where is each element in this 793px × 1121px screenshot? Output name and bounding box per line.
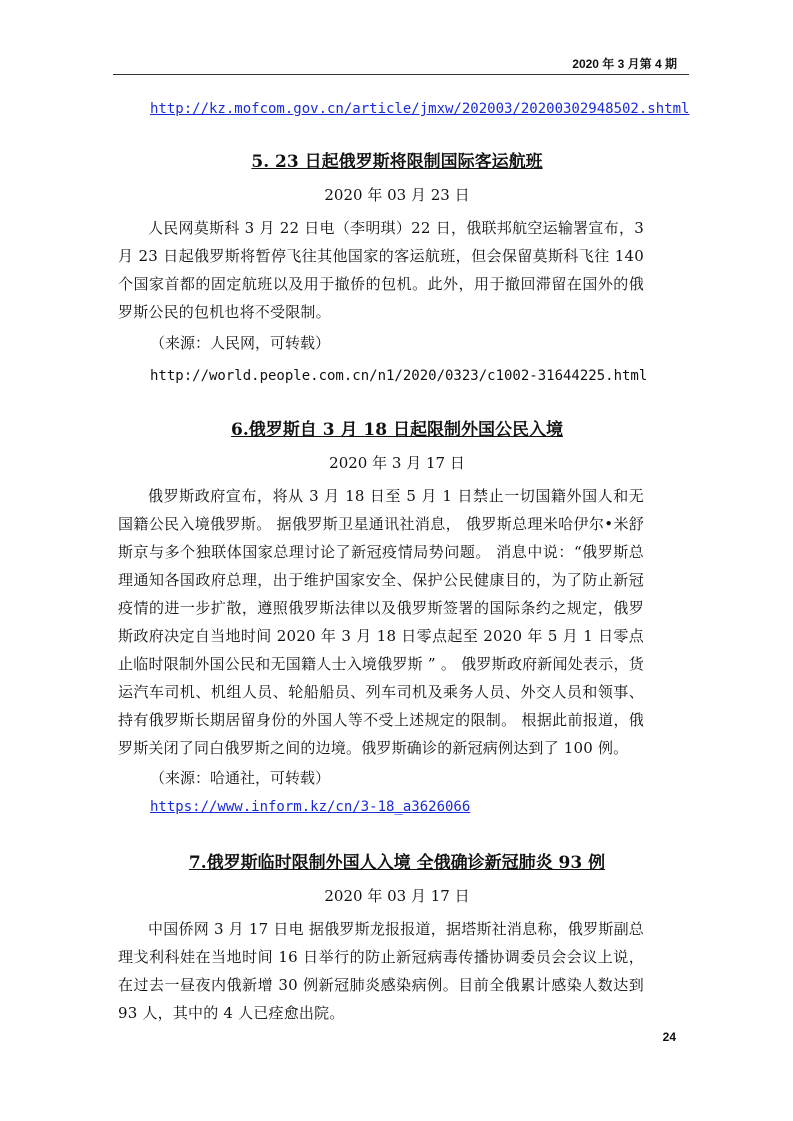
header-divider — [113, 74, 689, 75]
section-title: 7.俄罗斯临时限制外国人入境 全俄确诊新冠肺炎 93 例 — [188, 853, 606, 873]
section-6 — [150, 415, 644, 440]
section-title: 5. 23 日起俄罗斯将限制国际客运航班 — [251, 152, 543, 172]
section-5-date-row — [150, 184, 644, 205]
section-6-date-row — [150, 452, 644, 473]
section-paragraph: 俄罗斯政府宣布，将从 3 月 18 日至 5 月 1 日禁止一切国籍外国人和无国籍公民入境俄罗斯。 据俄罗斯卫星通讯社消息， 俄罗斯总理米哈伊尔•米舒斯京与多个独联体国家总理讨论了新冠疫情局势问题。 消息中说：“俄罗斯总理通知各国政府总理，出于维护国家安全、保护公民健康目的，为了防止新冠疫情的进一步扩散，遵照俄罗斯法律以及俄罗斯签署的国际条约之规定，俄罗斯政府决定自当地时间 2020 年 3 月 18 日零点起至 2020 年 5 月 1 日零点止临时限制外国公民和无国籍人士入境俄罗斯 ” 。 俄罗斯政府新闻处表示，货运汽车司机、机组人员、轮船船员、列车司机及乘务人员、外交人员和领事、持有俄罗斯长期居留身份的外国人等不受上述规定的限制。 根据此前报道，俄罗斯关闭了同白俄罗斯之间的边境。俄罗斯确诊的新冠病例达到了 100 例。 — [118, 487, 644, 757]
section-6-body — [118, 482, 644, 762]
section-date: 2020 年 03 月 17 日 — [324, 887, 470, 905]
source-note: （来源：人民网，可转载） — [150, 334, 331, 352]
section-6-source-row — [150, 767, 330, 788]
top-link-row — [150, 98, 689, 117]
section-7-body — [118, 915, 644, 1027]
section-paragraph: 中国侨网 3 月 17 日电 据俄罗斯龙报报道，据塔斯社消息称，俄罗斯副总理戈利科娃在当地时间 16 日举行的防止新冠病毒传播协调委员会会议上说，在过去一昼夜内俄新增 30 例新冠肺炎感染病例。目前全俄累计感染人数达到 93 人，其中的 4 人已痊愈出院。 — [118, 920, 644, 1022]
section-5-body — [118, 214, 644, 326]
section-title: 6.俄罗斯自 3 月 18 日起限制外国公民入境 — [231, 420, 563, 440]
section-5-url-row — [150, 365, 647, 384]
issue-label: 2020 年 3 月第 4 期 — [572, 57, 677, 71]
section-5-source-row — [150, 332, 330, 353]
section-6-url-row — [150, 796, 470, 815]
source-note: （来源：哈通社，可转载） — [150, 769, 331, 787]
section-paragraph: 人民网莫斯科 3 月 22 日电（李明琪）22 日，俄联邦航空运输署宣布，3 月 23 日起俄罗斯将暂停飞往其他国家的客运航班，但会保留莫斯科飞往 140 个国家首都的固定航班以及用于撤侨的包机。此外，用于撤回滞留在国外的俄罗斯公民的包机也将不受限制。 — [118, 219, 644, 321]
people-url: http://world.people.com.cn/n1/2020/0323/c1002-31644225.html — [150, 368, 648, 384]
section-date: 2020 年 3 月 17 日 — [329, 454, 465, 472]
section-date: 2020 年 03 月 23 日 — [324, 186, 470, 204]
mofcom-link[interactable]: http://kz.mofcom.gov.cn/article/jmxw/202003/20200302948502.shtml — [150, 101, 690, 117]
section-7 — [150, 848, 644, 873]
inform-link[interactable]: https://www.inform.kz/cn/3-18_a3626066 — [150, 799, 471, 815]
section-7-date-row — [150, 885, 644, 906]
section-5 — [150, 147, 644, 172]
page-number: 24 — [662, 1030, 676, 1044]
